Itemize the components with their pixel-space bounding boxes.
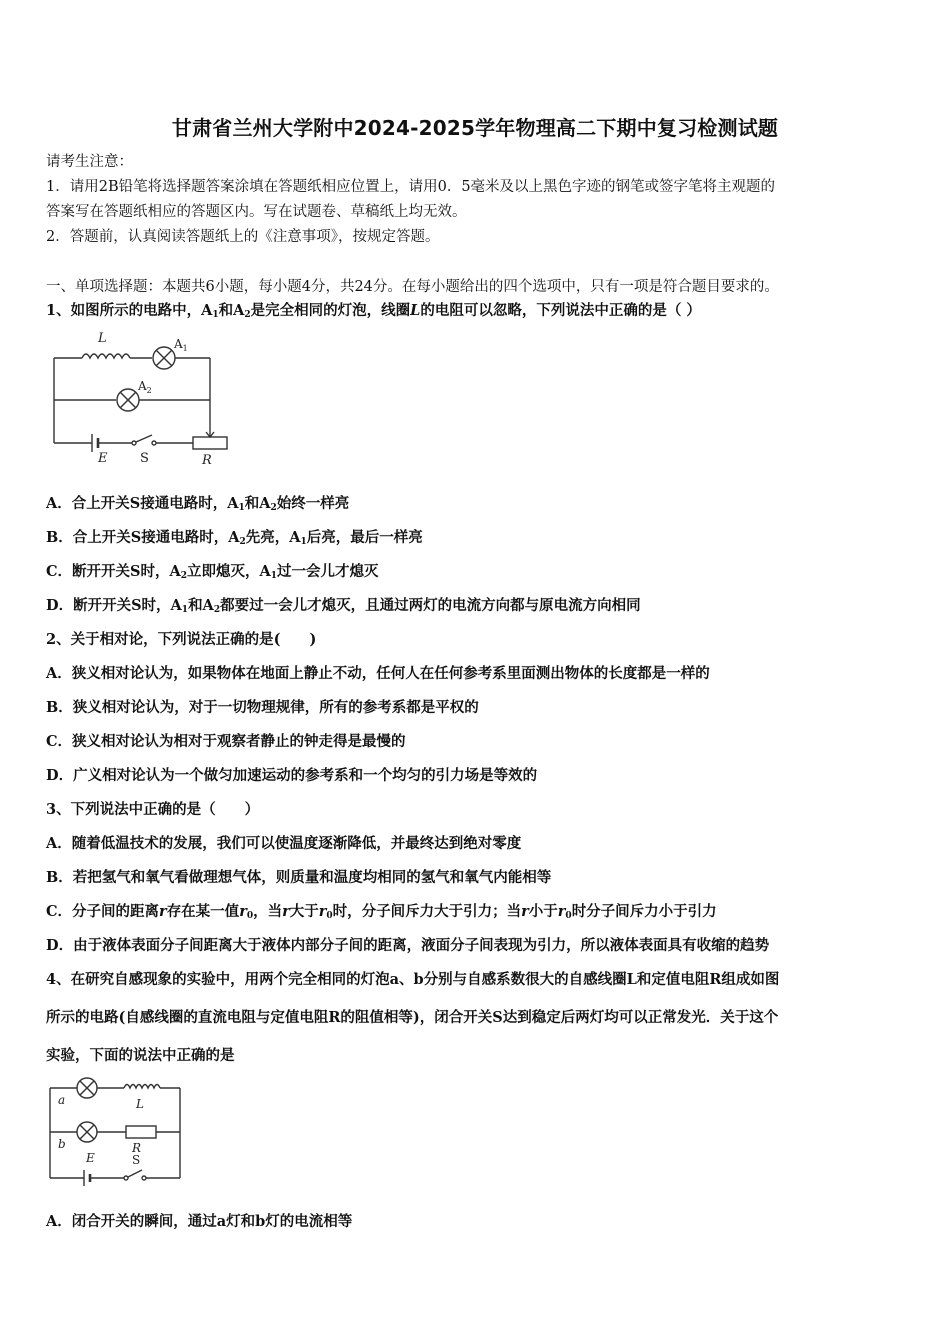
question-1-option-d: D．断开开关S时，$A_1$和$A_2$都要过一会儿才熄灭，且通过两灯的电流方向都与原电流方向相同 xyxy=(46,597,641,615)
notice-line-2: 答案写在答题纸相应的答题区内。写在试题卷、草稿纸上均无效。 xyxy=(46,204,467,220)
question-3-option-c: C．分子间的距离r存在某一值$r_0$，当r大于$r_0$时，分子间斥力大于引力；当r小于$r_0$时分子间斥力小于引力 xyxy=(46,903,717,921)
question-4-option-a: A．闭合开关的瞬间，通过a灯和b灯的电流相等 xyxy=(46,1213,353,1230)
q1-label-A1: $A_1$ xyxy=(174,337,188,353)
q4-label-L: L xyxy=(136,1097,144,1111)
question-2-option-d: D．广义相对论认为一个做匀加速运动的参考系和一个均匀的引力场是等效的 xyxy=(46,767,538,784)
question-3-stem: 3、下列说法中正确的是（ ） xyxy=(46,801,260,818)
question-4-stem-line-2: 所示的电路(自感线圈的直流电阻与定值电阻R的阻值相等)，闭合开关S达到稳定后两灯均可以正常发光．关于这个 xyxy=(46,1009,779,1026)
q4-label-E: E xyxy=(86,1151,95,1165)
q1-label-R: R xyxy=(202,453,212,468)
question-2-option-b: B．狭义相对论认为，对于一切物理规律，所有的参考系都是平权的 xyxy=(46,699,479,716)
q1-label-S: S xyxy=(140,451,149,466)
question-1-option-a: A．合上开关S接通电路时，$A_1$和$A_2$始终一样亮 xyxy=(46,495,350,513)
question-4-stem-line-1: 4、在研究自感现象的实验中，用两个完全相同的灯泡a、b分别与自感系数很大的自感线圈L和定值电阻R组成如图 xyxy=(46,971,780,988)
question-3-option-b: B．若把氢气和氧气看做理想气体，则质量和温度均相同的氢气和氧气内能相等 xyxy=(46,869,552,886)
question-1-option-b: B．合上开关S接通电路时，$A_2$先亮，$A_1$后亮，最后一样亮 xyxy=(46,529,423,547)
notice-heading: 请考生注意： xyxy=(46,154,133,170)
q1-label-L: L xyxy=(98,331,107,346)
question-3-option-d: D．由于液体表面分子间距离大于液体内部分子间的距离，液面分子间表现为引力，所以液体表面具有收缩的趋势 xyxy=(46,937,770,954)
question-2-stem: 2、关于相对论，下列说法正确的是( ) xyxy=(46,631,317,648)
q4-label-R: R xyxy=(132,1141,142,1155)
q1-label-A2: $A_2$ xyxy=(138,379,152,395)
q4-label-a: a xyxy=(58,1093,66,1107)
question-4-stem-line-3: 实验，下面的说法中正确的是 xyxy=(46,1047,235,1064)
q4-label-b: b xyxy=(58,1137,66,1151)
notice-line-1: 1．请用2B铅笔将选择题答案涂填在答题纸相应位置上，请用0．5毫米及以上黑色字迹的钢笔或签字笔将主观题的 xyxy=(46,179,776,195)
q4-label-S: S xyxy=(132,1153,141,1167)
notice-line-3: 2．答题前，认真阅读答题纸上的《注意事项》，按规定答题。 xyxy=(46,229,440,245)
question-2-option-c: C．狭义相对论认为相对于观察者静止的钟走得是最慢的 xyxy=(46,733,406,750)
question-3-option-a: A．随着低温技术的发展，我们可以使温度逐渐降低，并最终达到绝对零度 xyxy=(46,835,522,852)
q1-label-E: E xyxy=(98,451,108,466)
question-1-circuit-diagram xyxy=(48,328,233,472)
question-1-option-c: C．断开开关S时，$A_2$立即熄灭，$A_1$过一会儿才熄灭 xyxy=(46,563,379,581)
page-title: 甘肃省兰州大学附中2024-2025学年物理高二下期中复习检测试题 xyxy=(171,116,779,140)
question-4-circuit-diagram xyxy=(44,1074,194,1193)
section-heading: 一、单项选择题：本题共6小题，每小题4分，共24分。在每小题给出的四个选项中，只有一项是符合题目要求的。 xyxy=(46,279,779,295)
question-2-option-a: A．狭义相对论认为，如果物体在地面上静止不动，任何人在任何参考系里面测出物体的长度都是一样的 xyxy=(46,665,710,682)
question-1-stem: 1、如图所示的电路中，$A_1$和$A_2$是完全相同的灯泡，线圈L的电阻可以忽略，下列说法中正确的是（ ） xyxy=(46,302,701,320)
